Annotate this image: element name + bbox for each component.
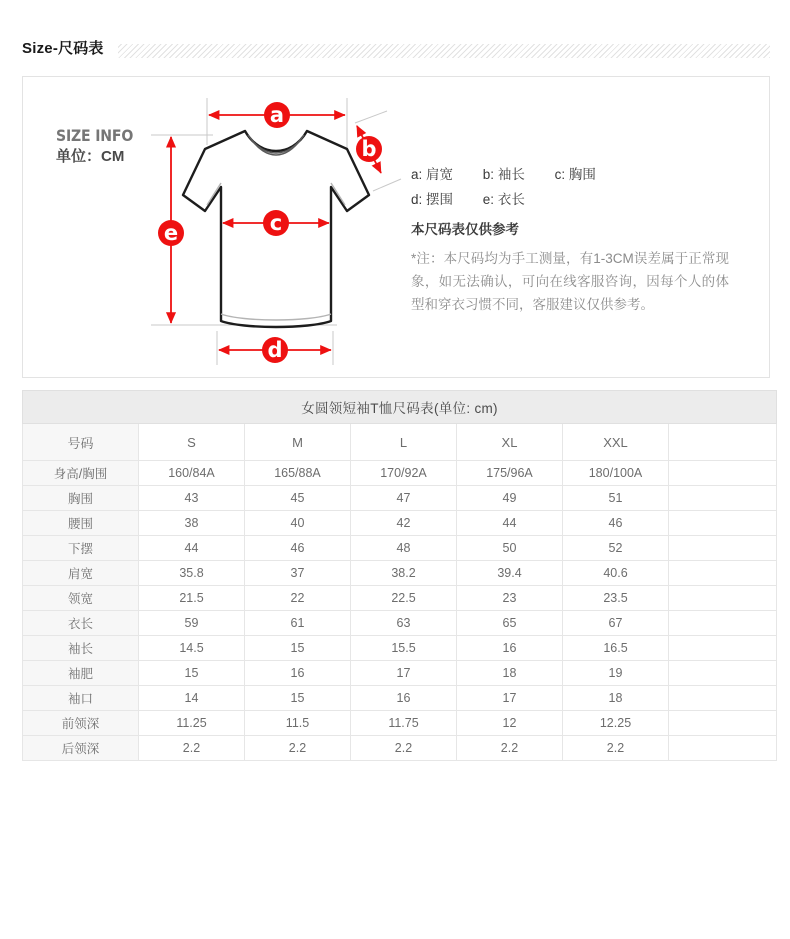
table-cell: 2.2 <box>351 736 457 761</box>
table-cell: 17 <box>351 661 457 686</box>
table-row-label: 身高/胸围 <box>23 461 139 486</box>
table-cell: 48 <box>351 536 457 561</box>
table-cell: 61 <box>245 611 351 636</box>
table-cell: 45 <box>245 486 351 511</box>
table-cell: 51 <box>563 486 669 511</box>
table-cell: 67 <box>563 611 669 636</box>
table-row-label: 袖肥 <box>23 661 139 686</box>
table-cell: 52 <box>563 536 669 561</box>
table-cell: 11.25 <box>139 711 245 736</box>
table-cell: 37 <box>245 561 351 586</box>
size-info-label-en: SIZE INFO <box>56 126 134 145</box>
table-row-label: 领宽 <box>23 586 139 611</box>
table-cell: 40 <box>245 511 351 536</box>
legend-item-c <box>555 163 596 188</box>
table-cell: 160/84A <box>139 461 245 486</box>
table-cell: 22 <box>245 586 351 611</box>
legend-label-a: 肩宽 <box>426 167 454 182</box>
table-cell: 38.2 <box>351 561 457 586</box>
table-title-row <box>23 391 777 424</box>
table-row <box>23 736 777 761</box>
table-cell: 23.5 <box>563 586 669 611</box>
table-cell: 15 <box>245 636 351 661</box>
svg-text:b: b <box>361 137 377 161</box>
legend-label-c: 胸围 <box>568 167 596 182</box>
table-cell: 23 <box>457 586 563 611</box>
page-title: Size-尺码表 <box>22 38 112 60</box>
table-row <box>23 636 777 661</box>
table-header-label: 号码 <box>23 424 139 461</box>
table-row <box>23 661 777 686</box>
table-row <box>23 611 777 636</box>
table-cell: 175/96A <box>457 461 563 486</box>
table-cell: 21.5 <box>139 586 245 611</box>
table-row-label: 腰围 <box>23 511 139 536</box>
table-header-cell: XL <box>457 424 563 461</box>
table-cell: 65 <box>457 611 563 636</box>
table-cell: 11.5 <box>245 711 351 736</box>
size-chart-table <box>22 390 777 761</box>
table-cell <box>669 661 777 686</box>
table-cell: 2.2 <box>139 736 245 761</box>
table-cell: 42 <box>351 511 457 536</box>
table-cell: 14 <box>139 686 245 711</box>
table-header-cell <box>669 424 777 461</box>
table-cell <box>669 511 777 536</box>
table-cell: 180/100A <box>563 461 669 486</box>
legend-key-b: b: <box>482 167 495 182</box>
table-row <box>23 536 777 561</box>
decorative-stripe-band <box>118 44 770 58</box>
table-cell: 16 <box>245 661 351 686</box>
table-cell: 46 <box>563 511 669 536</box>
size-note-title: 本尺码表仅供参考 <box>411 222 519 237</box>
table-header-cell: S <box>139 424 245 461</box>
table-cell: 18 <box>457 661 563 686</box>
table-cell: 2.2 <box>245 736 351 761</box>
table-cell: 170/92A <box>351 461 457 486</box>
table-cell: 40.6 <box>563 561 669 586</box>
legend-row-2 <box>411 188 622 213</box>
section-header <box>22 38 770 64</box>
table-row-label: 后领深 <box>23 736 139 761</box>
size-note <box>411 221 729 317</box>
table-cell <box>669 711 777 736</box>
table-row-label: 胸围 <box>23 486 139 511</box>
table-cell <box>669 536 777 561</box>
table-cell <box>669 686 777 711</box>
table-row-label: 前领深 <box>23 711 139 736</box>
legend-label-b: 袖长 <box>497 167 525 182</box>
table-cell: 49 <box>457 486 563 511</box>
marker-e <box>158 220 184 246</box>
svg-text:a: a <box>269 103 285 127</box>
table-cell: 59 <box>139 611 245 636</box>
legend-label-d: 摆围 <box>426 191 454 207</box>
table-row <box>23 686 777 711</box>
svg-text:d: d <box>267 338 283 362</box>
table-cell: 44 <box>139 536 245 561</box>
table-header-cell: M <box>245 424 351 461</box>
size-info-unit-cn: 单位：CM <box>56 148 125 166</box>
table-cell: 16 <box>457 636 563 661</box>
table-row <box>23 486 777 511</box>
table-cell: 15 <box>245 686 351 711</box>
table-cell: 47 <box>351 486 457 511</box>
table-cell: 22.5 <box>351 586 457 611</box>
table-row-label: 肩宽 <box>23 561 139 586</box>
table-cell: 15.5 <box>351 636 457 661</box>
table-row-label: 衣长 <box>23 611 139 636</box>
size-note-body: *注：本尺码均为手工测量，有1-3CM误差属于正常现象，如无法确认，可向在线客服咨询，因每个人的体型和穿衣习惯不同，客服建议仅供参考。 <box>411 250 729 313</box>
marker-c <box>263 210 289 236</box>
table-title: 女圆领短袖T恤尺码表(单位: cm) <box>23 391 777 424</box>
legend-key-a: a: <box>411 167 423 182</box>
table-cell: 18 <box>563 686 669 711</box>
legend-item-b <box>483 163 525 188</box>
table-row <box>23 511 777 536</box>
table-row-label: 袖长 <box>23 636 139 661</box>
table-cell: 14.5 <box>139 636 245 661</box>
legend-key-c: c: <box>554 167 566 182</box>
table-cell: 50 <box>457 536 563 561</box>
size-diagram-panel <box>22 76 770 378</box>
size-info-caption <box>56 125 144 167</box>
table-cell <box>669 736 777 761</box>
table-cell <box>669 461 777 486</box>
marker-b <box>356 136 382 162</box>
legend-key-d: d: <box>411 191 423 207</box>
table-cell: 11.75 <box>351 711 457 736</box>
table-cell: 2.2 <box>563 736 669 761</box>
table-cell: 12.25 <box>563 711 669 736</box>
table-cell: 16 <box>351 686 457 711</box>
svg-text:c: c <box>269 211 283 235</box>
table-cell <box>669 636 777 661</box>
table-row <box>23 561 777 586</box>
table-header-cell: L <box>351 424 457 461</box>
marker-a <box>264 102 290 128</box>
legend-row-1 <box>411 163 622 188</box>
table-cell: 35.8 <box>139 561 245 586</box>
table-cell: 44 <box>457 511 563 536</box>
tshirt-technical-drawing <box>141 83 411 373</box>
marker-d <box>262 337 288 363</box>
table-cell: 43 <box>139 486 245 511</box>
table-cell: 15 <box>139 661 245 686</box>
table-row <box>23 461 777 486</box>
table-cell: 63 <box>351 611 457 636</box>
table-cell: 46 <box>245 536 351 561</box>
legend-label-e: 衣长 <box>497 191 525 207</box>
table-row-label: 袖口 <box>23 686 139 711</box>
table-header-cell: XXL <box>563 424 669 461</box>
table-row <box>23 711 777 736</box>
table-cell: 16.5 <box>563 636 669 661</box>
table-row <box>23 586 777 611</box>
table-cell: 39.4 <box>457 561 563 586</box>
legend-item-d <box>411 188 453 213</box>
table-cell <box>669 561 777 586</box>
legend-key-e: e: <box>482 191 495 207</box>
svg-text:e: e <box>163 221 179 245</box>
table-cell: 2.2 <box>457 736 563 761</box>
table-cell <box>669 486 777 511</box>
legend-item-a <box>411 163 453 188</box>
legend-item-e <box>483 188 525 213</box>
table-row-label: 下摆 <box>23 536 139 561</box>
table-cell: 17 <box>457 686 563 711</box>
table-cell: 165/88A <box>245 461 351 486</box>
table-cell: 38 <box>139 511 245 536</box>
table-cell <box>669 586 777 611</box>
table-cell: 19 <box>563 661 669 686</box>
measurement-legend <box>411 163 622 213</box>
table-header-row <box>23 424 777 461</box>
table-cell <box>669 611 777 636</box>
table-cell: 12 <box>457 711 563 736</box>
